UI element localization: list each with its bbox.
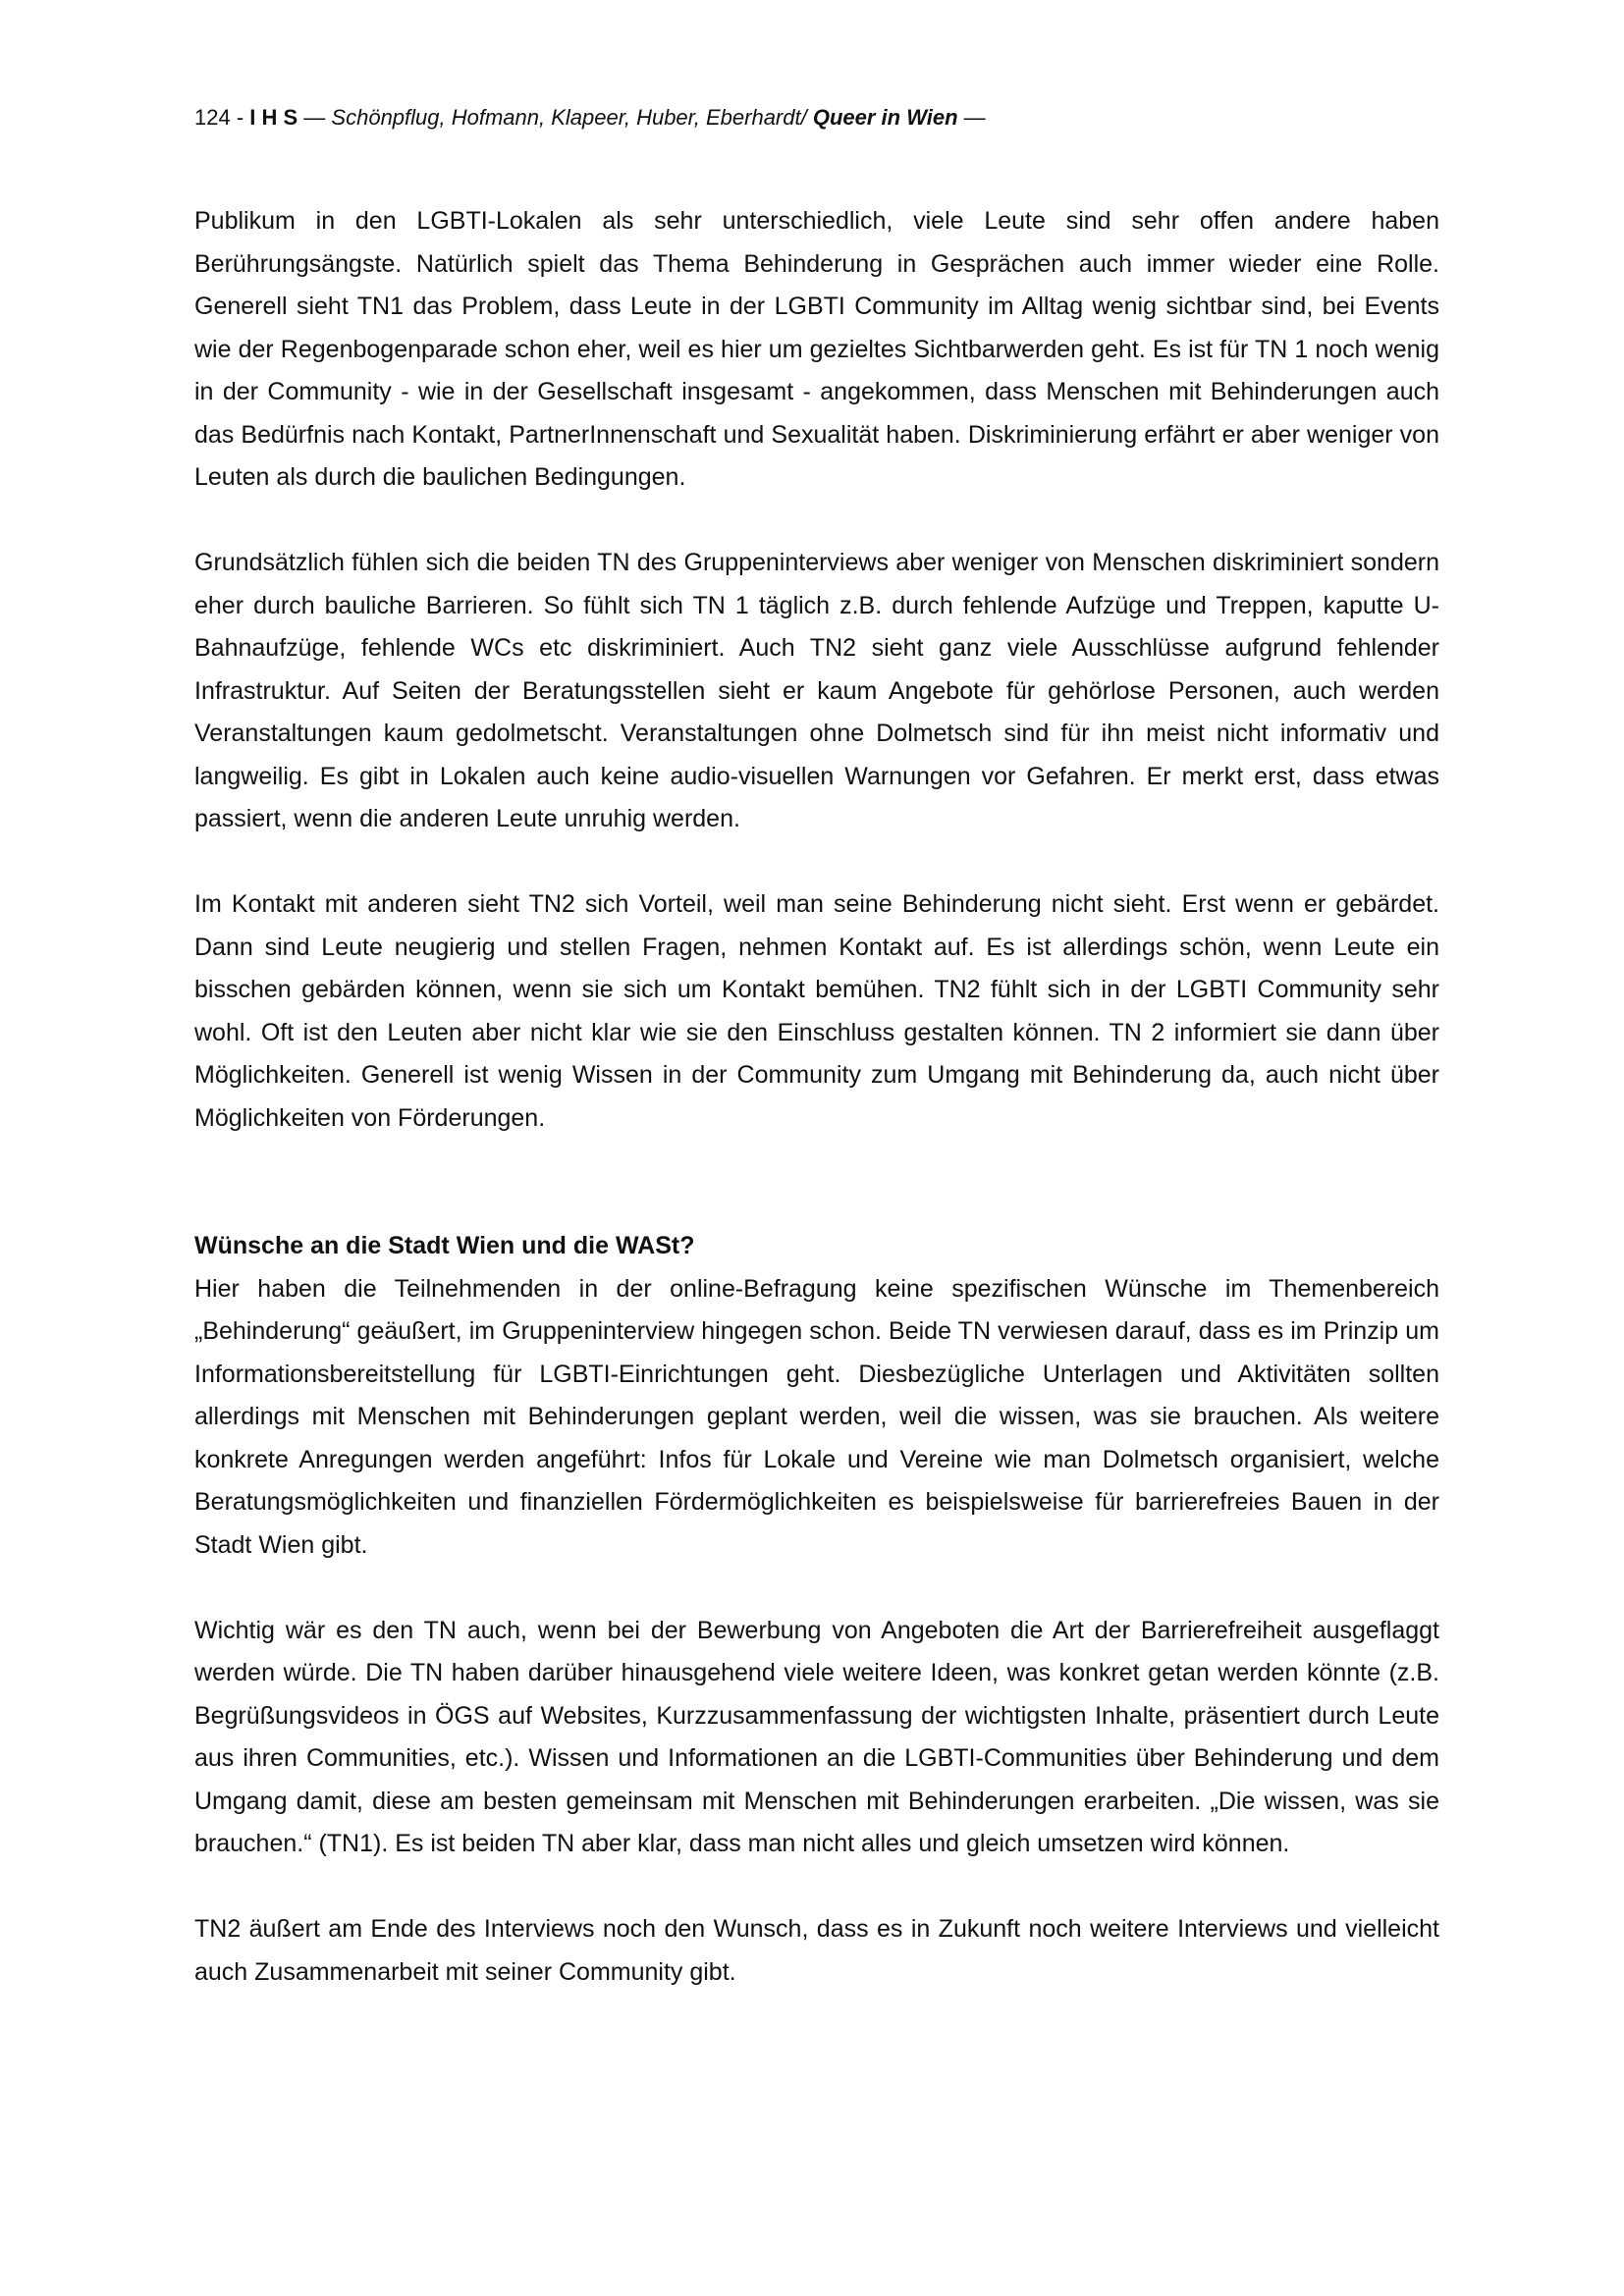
paragraph-spacer	[194, 1567, 1439, 1610]
header-title: Queer in Wien	[812, 105, 958, 130]
body-text	[194, 200, 1439, 1994]
institute-name: I H S	[249, 105, 298, 130]
paragraph-4: Hier haben die Teilnehmenden in der online-Befragung keine spezifischen Wünsche im Themenbereich „Behinderung“ geäußert, im Gruppeninterview hingegen schon. Beide TN verwiesen darauf, dass es im Prinzip um Informationsbereitstellung für LGBTI-Einrichtungen geht. Diesbezügliche Unterlagen und Aktivitäten sollten allerdings mit Menschen mit Behinderungen geplant werden, weil die wissen, was sie brauchen. Als weitere konkrete Anregungen werden angeführt: Infos für Lokale und Vereine wie man Dolmetsch organisiert, welche Beratungsmöglichkeiten und finanziellen Fördermöglichkeiten es beispielsweise für barrierefreies Bauen in der Stadt Wien gibt.	[194, 1274, 1439, 1559]
section-heading: Wünsche an die Stadt Wien und die WASt?	[194, 1232, 695, 1259]
paragraph-2: Grundsätzlich fühlen sich die beiden TN des Gruppeninterviews aber weniger von Menschen diskriminiert sondern eher durch bauliche Barrieren. So fühlt sich TN 1 täglich z.B. durch fehlende Aufzüge und Treppen, kaputte U-Bahnaufzüge, fehlende WCs etc diskriminiert. Auch TN2 sieht ganz viele Ausschlüsse aufgrund fehlender Infrastruktur. Auf Seiten der Beratungsstellen sieht er kaum Angebote für gehörlose Personen, auch werden Veranstaltungen kaum gedolmetscht. Veranstaltungen ohne Dolmetsch sind für ihn meist nicht informativ und langweilig. Es gibt in Lokalen auch keine audio-visuellen Warnungen vor Gefahren. Er merkt erst, dass etwas passiert, wenn die anderen Leute unruhig werden.	[194, 549, 1439, 832]
paragraph-1: Publikum in den LGBTI-Lokalen als sehr unterschiedlich, viele Leute sind sehr offen andere haben Berührungsängste. Natürlich spielt das Thema Behinderung in Gesprächen auch immer wieder eine Rolle. Generell sieht TN1 das Problem, dass Leute in der LGBTI Community im Alltag wenig sichtbar sind, bei Events wie der Regenbogenparade schon eher, weil es hier um gezieltes Sichtbarwerden geht. Es ist für TN 1 noch wenig in der Community - wie in der Gesellschaft insgesamt - angekommen, dass Menschen mit Behinderungen auch das Bedürfnis nach Kontakt, PartnerInnenschaft und Sexualität haben. Diskriminierung erfährt er aber weniger von Leuten als durch die baulichen Bedingungen.	[194, 207, 1439, 491]
paragraph-5: Wichtig wär es den TN auch, wenn bei der Bewerbung von Angeboten die Art der Barrierefreiheit ausgeflaggt werden würde. Die TN haben darüber hinausgehend viele weitere Ideen, was konkret getan werden könnte (z.B. Begrüßungsvideos in ÖGS auf Websites, Kurzzusammenfassung der wichtigsten Inhalte, präsentiert durch Leute aus ihren Communities, etc.). Wissen und Informationen an die LGBTI-Communities über Behinderung und dem Umgang damit, diese am besten gemeinsam mit Menschen mit Behinderungen erarbeiten. „Die wissen, was sie brauchen.“ (TN1). Es ist beiden TN aber klar, dass man nicht alles und gleich umsetzen wird können.	[194, 1616, 1439, 1857]
paragraph-3: Im Kontakt mit anderen sieht TN2 sich Vorteil, weil man seine Behinderung nicht sieht. Erst wenn er gebärdet. Dann sind Leute neugierig und stellen Fragen, nehmen Kontakt auf. Es ist allerdings schön, wenn Leute ein bisschen gebärden können, wenn sie sich um Kontakt bemühen. TN2 fühlt sich in der LGBTI Community sehr wohl. Oft ist den Leuten aber nicht klar wie sie den Einschluss gestalten können. TN 2 informiert sie dann über Möglichkeiten. Generell ist wenig Wissen in der Community zum Umgang mit Behinderung da, auch nicht über Möglichkeiten von Förderungen.	[194, 890, 1439, 1132]
header-dash-end: —	[957, 105, 986, 130]
paragraph-spacer	[194, 500, 1439, 543]
header-separator: -	[230, 105, 250, 130]
running-header	[194, 102, 1441, 133]
header-dash: —	[298, 105, 332, 130]
paragraph-spacer	[194, 841, 1439, 884]
paragraph-6: TN2 äußert am Ende des Interviews noch den Wunsch, dass es in Zukunft noch weitere Interviews und vielleicht auch Zusammenarbeit mit seiner Community gibt.	[194, 1915, 1439, 1986]
header-authors: Schönpflug, Hofmann, Klapeer, Huber, Eberhardt/	[331, 105, 813, 130]
section-spacer	[194, 1140, 1439, 1225]
page-number: 124	[194, 105, 231, 130]
paragraph-spacer	[194, 1866, 1439, 1909]
